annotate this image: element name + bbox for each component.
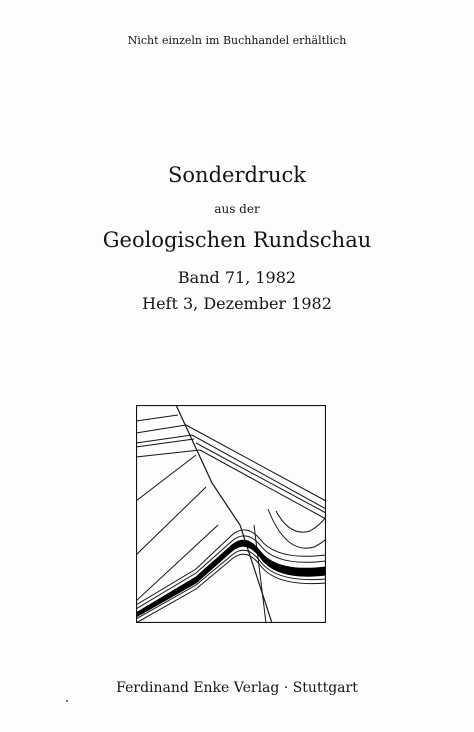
- paper-speck: [66, 700, 68, 702]
- title-connector: aus der: [214, 202, 260, 216]
- issue-line: Heft 3, Dezember 1982: [142, 294, 332, 313]
- offprint-title: Sonderdruck: [168, 163, 306, 187]
- geological-fold-cross-section-icon: [136, 405, 326, 623]
- volume-line: Band 71, 1982: [177, 268, 297, 287]
- journal-name: Geologischen Rundschau: [102, 228, 372, 252]
- distribution-notice: Nicht einzeln im Buchhandel erhältlich: [127, 34, 347, 47]
- publisher-imprint: Ferdinand Enke Verlag · Stuttgart: [116, 680, 358, 696]
